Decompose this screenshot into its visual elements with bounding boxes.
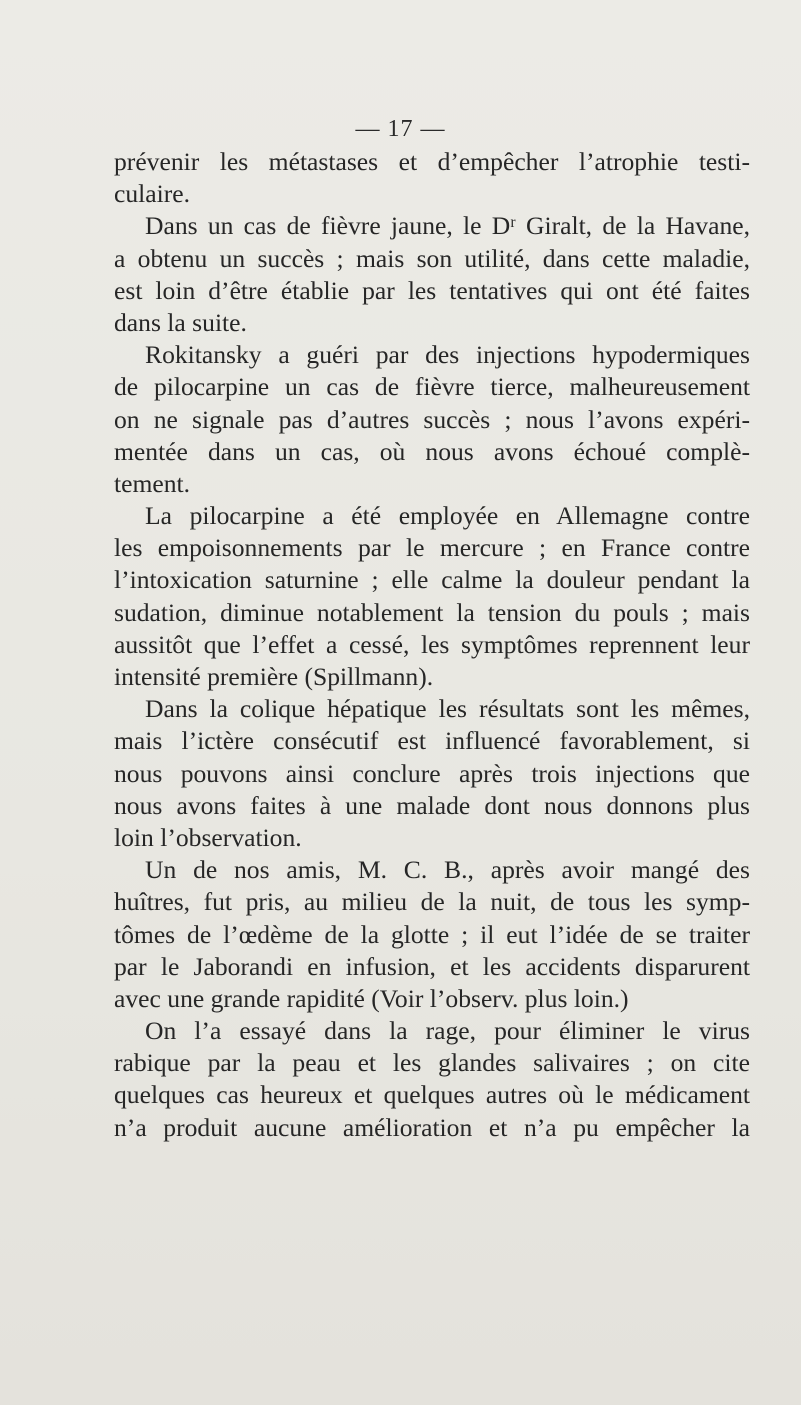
text-line: quelques cas heureux et quelques autres où le médicament [114,1080,750,1110]
text-line: culaire. [114,179,191,209]
text-line: avec une grande rapidité (Voir l’observ. plus loin.) [114,983,629,1013]
page-number: — 17 — [355,116,446,142]
text-line: Un de nos amis, M. C. B., après avoir mangé des [145,855,750,885]
text-line: l’intoxication saturnine ; elle calme la douleur pendant la [114,565,750,595]
text-line: nous pouvons ainsi conclure après trois injections que [114,758,750,788]
text-line: a obtenu un succès ; mais son utilité, dans cette maladie, [114,243,750,273]
text-line: tement. [114,468,191,498]
text-line: intensité première (Spillmann). [114,662,434,691]
text-line: huîtres, fut pris, au milieu de la nuit, de tous les symp- [114,887,750,917]
text-line: Dans la colique hépatique les résultats sont les mêmes, [145,694,750,724]
text-line: On l’a essayé dans la rage, pour éliminer le virus [145,1016,750,1046]
text-line: on ne signale pas d’autres succès ; nous l’avons expéri- [114,404,750,434]
text-line: loin l’observation. [114,822,302,852]
text-line: rabique par la peau et les glandes salivaires ; on cite [114,1048,750,1078]
text-line: nous avons faites à une malade dont nous donnons plus [114,790,750,820]
text-line: mentée dans un cas, où nous avons échoué complè- [114,436,750,466]
text-line: Dans un cas de fièvre jaune, le Dʳ Giralt, de la Havane, [145,211,750,241]
text-line: La pilocarpine a été employée en Allemagne contre [145,501,750,531]
text-line: Rokitansky a guéri par des injections hypodermiques [145,340,750,370]
text-line: sudation, diminue notablement la tension du pouls ; mais [114,597,750,627]
text-line: les empoisonnements par le mercure ; en France contre [114,533,750,563]
text-line: dans la suite. [114,307,247,337]
text-line: aussitôt que l’effet a cessé, les symptômes reprennent leur [114,629,750,659]
text-line: est loin d’être établie par les tentatives qui ont été faites [114,275,750,305]
text-line: par le Jaborandi en infusion, et les accidents disparurent [114,951,750,981]
text-line: n’a produit aucune amélioration et n’a pu empêcher la [114,1112,750,1142]
text-line: tômes de l’œdème de la glotte ; il eut l’idée de se traiter [114,919,750,949]
text-line: prévenir les métastases et d’empêcher l’atrophie testi- [114,147,750,176]
body-text [114,146,750,1144]
text-line: mais l’ictère consécutif est influencé favorablement, si [114,726,750,756]
text-line: de pilocarpine un cas de fièvre tierce, malheureusement [114,372,750,402]
